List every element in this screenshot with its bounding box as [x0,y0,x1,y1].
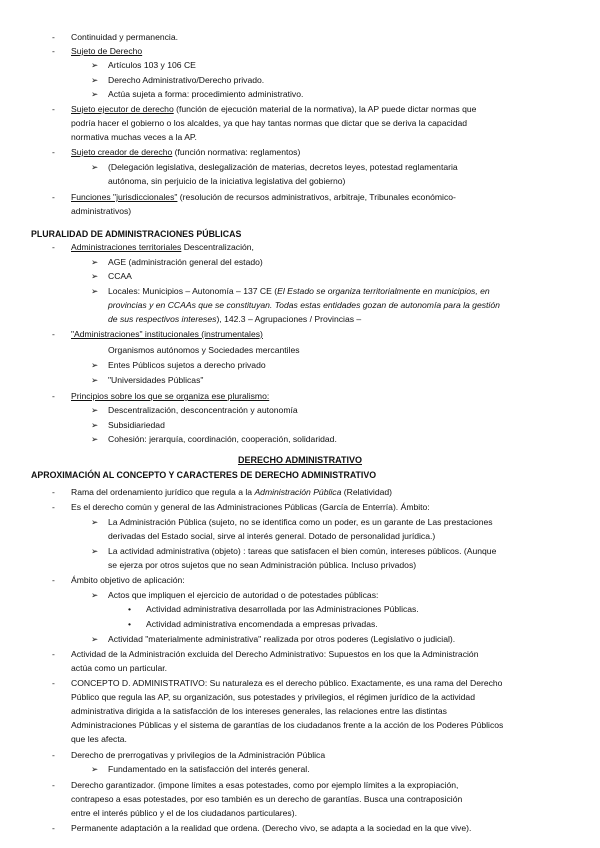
arrow-bullet-icon: ➢ [91,60,99,70]
dash-bullet: - [52,502,55,512]
text-line: derivadas del Estado social, sirve al interés general. Dotado de personalidad jurídica.) [108,531,436,541]
text-line: podría hacer el gobierno o los alcaldes, ya que hay tantas normas que dictar que se deriva la capacidad [71,118,468,128]
arrow-bullet-icon: ➢ [91,405,99,415]
text-line: Artículos 103 y 106 CE [108,60,196,70]
dot-bullet-icon: • [128,604,132,614]
dash-bullet: - [52,750,55,760]
arrow-bullet-icon: ➢ [91,360,99,370]
arrow-bullet-icon: ➢ [91,257,99,267]
dash-bullet: - [52,678,55,688]
text-line: Actúa sujeta a forma: procedimiento administrativo. [108,89,304,99]
text-line: Actividad administrativa encomendada a empresas privadas. [146,619,378,629]
text-line: Actos que impliquen el ejercicio de autoridad o de potestades públicas: [108,590,379,600]
text-line: autónoma, sin perjuicio de la iniciativa legislativa del gobierno) [108,176,346,186]
dash-bullet: - [52,242,55,252]
arrow-bullet-icon: ➢ [91,420,99,430]
arrow-bullet-icon: ➢ [91,375,99,385]
text-line: Ámbito objetivo de aplicación: [71,575,185,585]
arrow-bullet-icon: ➢ [91,286,99,296]
text-line: Administraciones territoriales Descentralización, [71,242,254,252]
text-line: Locales: Municipios – Autonomía – 137 CE (El Estado se organiza territorialmente en municipios, en [108,286,490,296]
text-line: Fundamentado en la satisfacción del interés general. [108,764,310,774]
text-line: Rama del ordenamiento jurídico que regula a la Administración Pública (Relatividad) [71,487,393,497]
text-line: Administraciones Públicas y el sistema de garantías de los ciudadanos frente a la acción de los Poderes Públicos [71,720,504,730]
document-title: DERECHO ADMINISTRATIVO [237,455,362,465]
text-line: Subsidiariedad [108,420,165,430]
dash-bullet: - [52,487,55,497]
text-line: actúa como un particular. [71,663,168,673]
text-line: Público que regula las AP, su organización, sus potestades y privilegios, el régimen jurídico de la actividad [71,692,475,702]
section-heading: PLURALIDAD DE ADMINISTRACIONES PÚBLICAS [31,229,242,239]
text-line: Organismos autónomos y Sociedades mercantiles [108,345,300,355]
dash-bullet: - [52,147,55,157]
arrow-bullet-icon: ➢ [91,89,99,99]
dash-bullet: - [52,649,55,659]
text-line: Sujeto de Derecho [71,46,143,56]
section-heading: APROXIMACIÓN AL CONCEPTO Y CARACTERES DE DERECHO ADMINISTRATIVO [31,470,377,480]
text-line: administrativa dirigida a la satisfacción de los intereses generales, las relaciones entre las distintas [71,706,447,716]
text-line: que les afecta. [71,734,127,744]
arrow-bullet-icon: ➢ [91,271,99,281]
text-line: Sujeto ejecutor de derecho (función de ejecución material de la normativa), la AP puede dictar normas que [71,104,477,114]
text-line: Cohesión: jerarquía, coordinación, cooperación, solidaridad. [108,434,337,444]
text-line: La actividad administrativa (objeto) : tareas que satisfacen el bien común, intereses públicos. (Aunque [108,546,497,556]
text-line: se ejerza por otros sujetos que no sean Administración pública. Incluso privados) [108,560,417,570]
arrow-bullet-icon: ➢ [91,517,99,527]
text-line: normativa muchas veces a la AP. [71,132,197,142]
text-line: Funciones "jurisdiccionales" (resolución de recursos administrativos, arbitraje, Tribunales económico- [71,192,456,202]
arrow-bullet-icon: ➢ [91,162,99,172]
text-line: CCAA [108,271,132,281]
text-line: Permanente adaptación a la realidad que ordena. (Derecho vivo, se adapta a la sociedad en la que vive). [71,823,472,833]
dash-bullet: - [52,32,55,42]
text-line: administrativos) [71,206,132,216]
arrow-bullet-icon: ➢ [91,764,99,774]
text-line: Actividad "materialmente administrativa" realizada por otros poderes (Legislativo o judicial). [108,634,456,644]
text-line: Entes Públicos sujetos a derecho privado [108,360,266,370]
arrow-bullet-icon: ➢ [91,590,99,600]
text-line: entre el interés público y el de los ciudadanos particulares). [71,808,297,818]
dash-bullet: - [52,780,55,790]
text-line: Continuidad y permanencia. [71,32,179,42]
text-line: Sujeto creador de derecho (función normativa: reglamentos) [71,147,301,157]
text-line: Derecho garantizador. (impone límites a esas potestades, como por ejemplo límites a la expropiación, [71,780,459,790]
arrow-bullet-icon: ➢ [91,75,99,85]
text-line: AGE (administración general del estado) [108,257,263,267]
arrow-bullet-icon: ➢ [91,434,99,444]
text-line: La Administración Pública (sujeto, no se identifica como un poder, es un garante de Las prestaciones [108,517,493,527]
dash-bullet: - [52,46,55,56]
dash-bullet: - [52,192,55,202]
dash-bullet: - [52,823,55,833]
dash-bullet: - [52,575,55,585]
text-line: contrapeso a esas potestades, por eso también es un derecho de garantías. Busca una contraposición [71,794,463,804]
text-line: provincias y en CCAAs que se constituyan. Todas estas entidades gozan de autonomía para la gestión [108,300,500,310]
text-line: CONCEPTO D. ADMINISTRATIVO: Su naturaleza es el derecho público. Exactamente, es una rama del Derecho [71,678,503,688]
text-line: Actividad de la Administración excluida del Derecho Administrativo: Supuestos en los que la Administración [71,649,479,659]
dash-bullet: - [52,391,55,401]
text-line: Descentralización, desconcentración y autonomía [108,405,298,415]
text-line: Principios sobre los que se organiza ese pluralismo: [71,391,270,401]
text-line: (Delegación legislativa, deslegalización de materias, decretos leyes, potestad reglamentaria [108,162,458,172]
text-line: "Universidades Públicas" [108,375,204,385]
text-line: Derecho de prerrogativas y privilegios de la Administración Pública [71,750,326,760]
text-line: Es el derecho común y general de las Administraciones Públicas (García de Enterría). Ámbito: [71,502,430,512]
text-line: Derecho Administrativo/Derecho privado. [108,75,265,85]
arrow-bullet-icon: ➢ [91,634,99,644]
dot-bullet-icon: • [128,619,132,629]
text-line: de sus respectivos intereses), 142.3 – Agrupaciones / Provincias – [108,314,362,324]
arrow-bullet-icon: ➢ [91,546,99,556]
dash-bullet: - [52,329,55,339]
text-line: "Administraciones" institucionales (instrumentales) [71,329,263,339]
text-line: Actividad administrativa desarrollada por las Administraciones Públicas. [146,604,419,614]
dash-bullet: - [52,104,55,114]
